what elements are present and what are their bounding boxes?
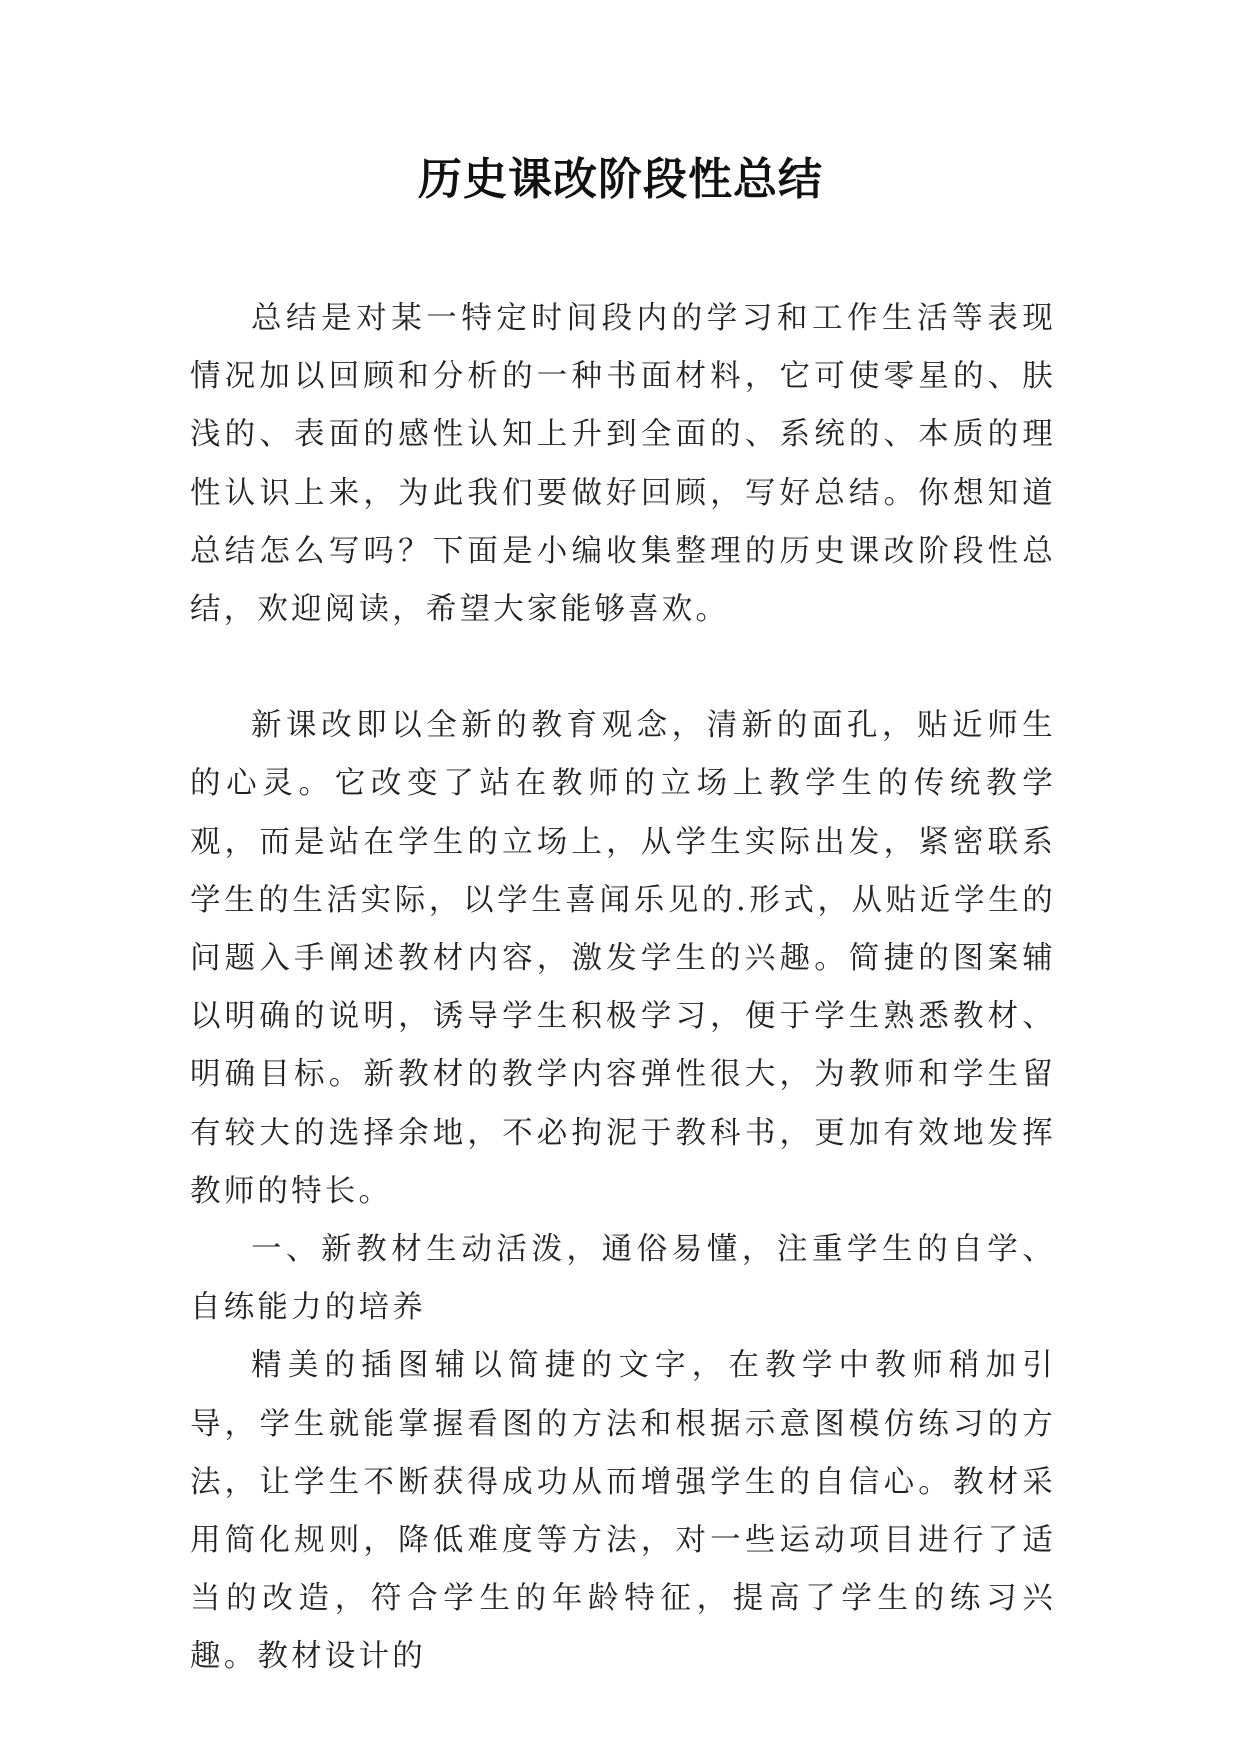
section-heading-one: 一、新教材生动活泼，通俗易懂，注重学生的自学、自练能力的培养 bbox=[190, 1232, 1056, 1326]
document-title: 历史课改阶段性总结 bbox=[418, 154, 823, 205]
paragraph-intro: 总结是对某一特定时间段内的学习和工作生活等表现情况加以回顾和分析的一种书面材料，它可使零星的、肤浅的、表面的感性认知上升到全面的、系统的、本质的理性认识上来，为此我们要做好回顾，写好总结。你想知道总结怎么写吗？下面是小编收集整理的历史课改阶段性总结，欢迎阅读，希望大家能够喜欢。 bbox=[190, 301, 1056, 628]
paragraph-gap bbox=[190, 639, 1056, 697]
document-body bbox=[190, 290, 1056, 1687]
paragraph-reform: 新课改即以全新的教育观念，清新的面孔，贴近师生的心灵。它改变了站在教师的立场上教学生的传统教学观，而是站在学生的立场上，从学生实际出发，紧密联系学生的生活实际，以学生喜闻乐见的.形式，从贴近学生的问题入手阐述教材内容，激发学生的兴趣。简捷的图案辅以明确的说明，诱导学生积极学习，便于学生熟悉教材、明确目标。新教材的教学内容弹性很大，为教师和学生留有较大的选择余地，不必拘泥于教科书，更加有效地发挥教师的特长。 bbox=[190, 708, 1056, 1209]
paragraph-illustrations: 精美的插图辅以简捷的文字，在教学中教师稍加引导，学生就能掌握看图的方法和根据示意图模仿练习的方法，让学生不断获得成功从而增强学生的自信心。教材采用简化规则，降低难度等方法，对一些运动项目进行了适当的改造，符合学生的年龄特征，提高了学生的练习兴趣。教材设计的 bbox=[190, 1348, 1056, 1675]
